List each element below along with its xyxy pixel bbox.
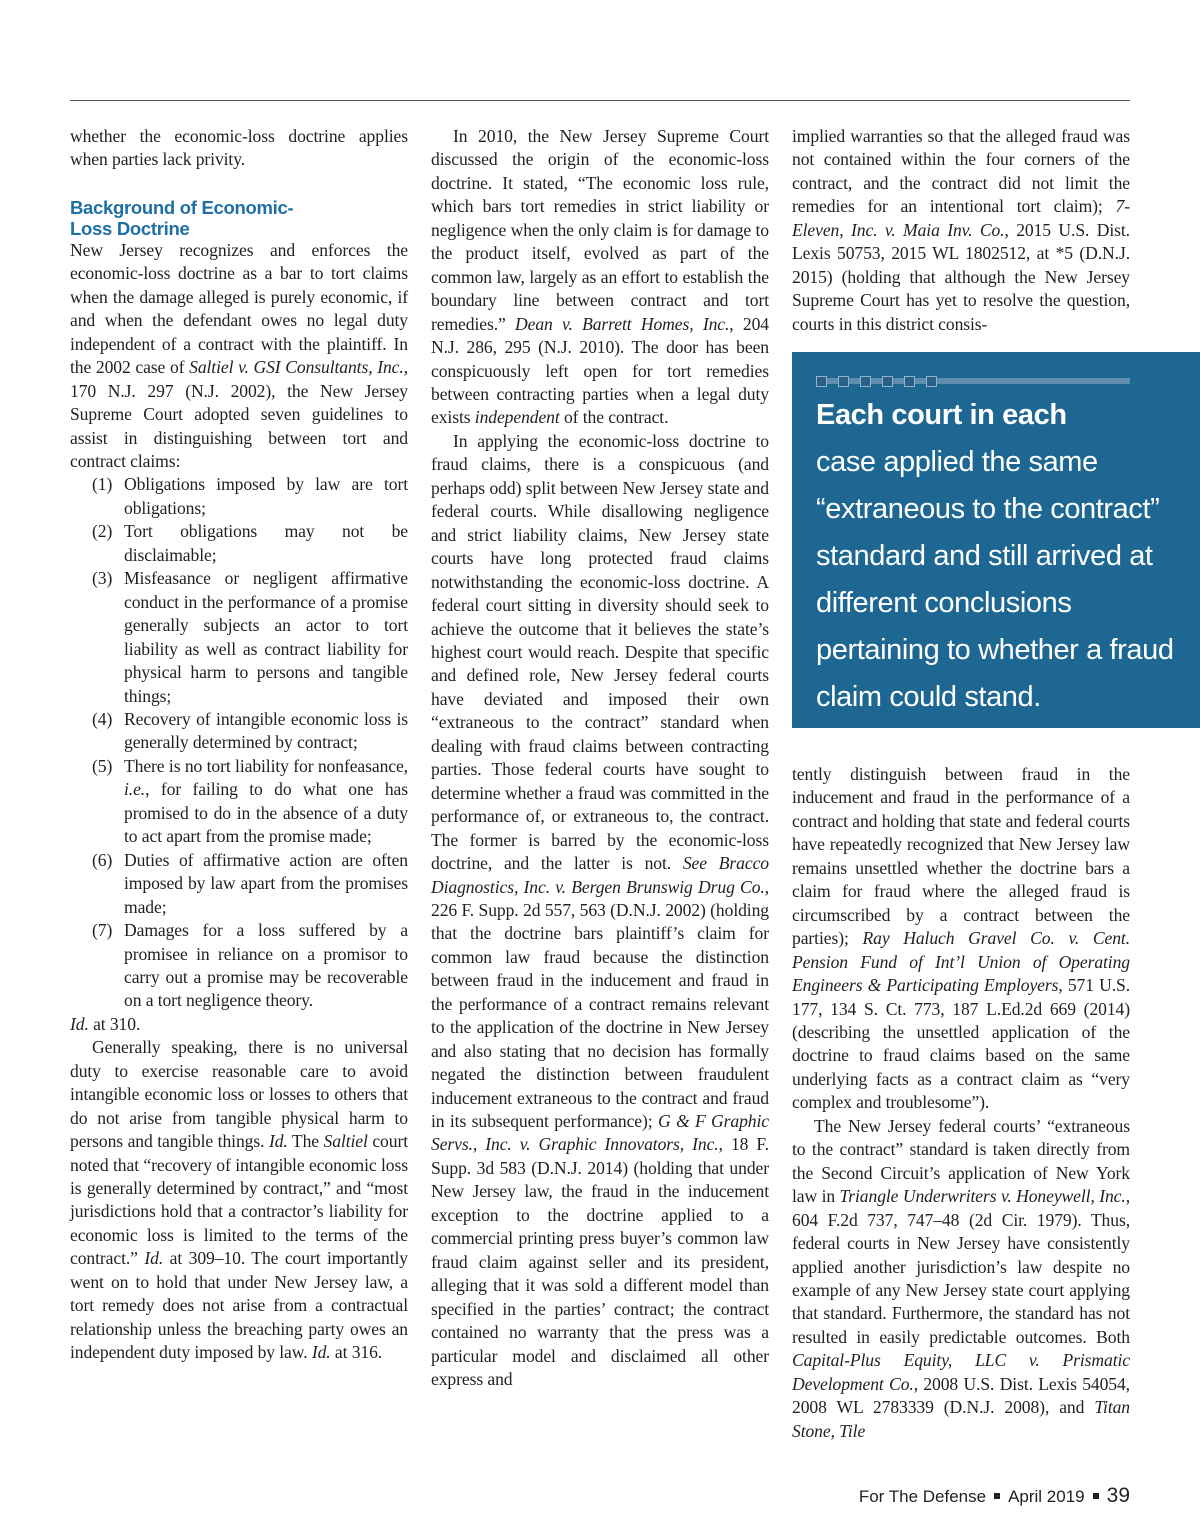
- decor-square: [838, 376, 849, 387]
- guideline-text: Tort obligations may not be disclaimable;: [124, 521, 408, 565]
- decor-square: [816, 376, 827, 387]
- guideline-number: (6): [92, 849, 113, 870]
- decor-square: [904, 376, 915, 387]
- origin-paragraph: In 2010, the New Jersey Supreme Court discussed the origin of the economic-loss doctrine. It stated, “The economic loss rule, which bars tort remedies in strict liability or negligence when the only claim is for damage to the product itself, evolved as part of the common law, largely as an effort to establish the boundary line between contract and tort remedies.” Dean v. Barrett Homes, Inc., 204 N.J. 286, 295 (N.J. 2010). The door has been conspicuously left open for tort remedies between contracting parties when a legal duty exists independent of the contract.: [431, 126, 769, 428]
- guideline-item: [70, 849, 408, 919]
- guideline-number: (7): [92, 920, 113, 941]
- unsettled-paragraph: tently distinguish between fraud in the inducement and fraud in the performance of a contract and holding that state and federal courts have repeatedly recognized that New Jersey law remains unsettled whether the doctrine bars a claim for fraud where the alleged fraud is circumscribed by a contract between the parties); Ray Haluch Gravel Co. v. Cent. Pension Fund of Int’l Union of Operating Engineers & Participating Employers, 571 U.S. 177, 134 S. Ct. 773, 187 L.Ed.2d 669 (2014) (describing the unsettled application of the doctrine to fraud claims based on the same underlying facts as a contract claim as “very complex and troublesome”).: [792, 764, 1131, 1113]
- fraud-split-paragraph: In applying the economic-loss doctrine to fraud claims, there is a conspicuous (and perhaps odd) split between New Jersey state and federal courts. While disallowing negligence and strict liability claims, New Jersey state courts have long protected fraud claims notwithstanding the economic-loss doctrine. A federal court sitting in diversity should seek to achieve the outcome that it believes the state’s highest court would reach. Despite that specific and defined role, New Jersey federal courts have deviated and imposed their own “extraneous to the contract” standard when dealing with fraud claims between contracting parties. Those federal courts have sought to determine whether a fraud was committed in the performance of, or extraneous to, the contract. The former is barred by the economic-loss doctrine, and the latter is not. See Bracco Diagnostics, Inc. v. Bergen Brunswig Drug Co., 226 F. Supp. 2d 557, 563 (D.N.J. 2002) (holding that the doctrine bars plaintiff’s claim for common law fraud because the distinction between fraud in the inducement and fraud in the performance of a contract remains relevant to the application of the doctrine in New Jersey and also stating that no decision has formally negated the distinction between fraudulent inducement extraneous to the contract and fraud in its subsequent performance); G & F Graphic Servs., Inc. v. Graphic Innovators, Inc., 18 F. Supp. 3d 583 (D.N.J. 2014) (holding that under New Jersey law, the fraud in the inducement exception to the doctrine applied to a commercial printing press buyer’s common law fraud claim against seller and its president, alleging that it was sold a different model than specified in the parties’ contract; the contract contained no warranty that the press was a particular model and disclaimed all other express and: [431, 430, 769, 1390]
- guideline-text: Recovery of intangible economic loss is generally determined by contract;: [124, 708, 408, 753]
- duty-paragraph: Generally speaking, there is no universal duty to exercise reasonable care to avoid intangible economic loss or losses to others that do not arise from tangible physical harm to persons and tangible things. Id. The Saltiel court noted that “recovery of intangible economic loss is generally determined by contract,” and “most jurisdictions hold that a contractor’s liability for economic loss is limited to the terms of the contract.” Id. at 309–10. The court importantly went on to hold that under New Jersey law, a tort remedy does not arise from a contractual relationship unless the breaching party owes an independent duty imposed by law. Id. at 316.: [70, 1037, 408, 1363]
- column-3-top: [792, 125, 1130, 336]
- guideline-number: (2): [92, 521, 113, 542]
- page-footer: [859, 1484, 1130, 1508]
- guideline-text: Duties of affirmative action are often imposed by law apart from the promises made;: [124, 849, 408, 917]
- citation: Id. at 310.: [70, 1013, 141, 1034]
- decor-square: [882, 376, 893, 387]
- guideline-text: Misfeasance or negligent affirmative conduct in the performance of a promise generally subjects an actor to tort liability as well as contract liability for physical harm to persons and tangible things;: [124, 568, 408, 706]
- pull-quote-lead: Each court in each: [816, 399, 1067, 431]
- issue-date: April 2019: [1008, 1487, 1085, 1506]
- separator-dot: [1093, 1493, 1099, 1499]
- guideline-text: Damages for a loss suffered by a promisee in reliance on a promisor to carry out a promise may be recoverable on a tort negligence theory.: [124, 920, 408, 1011]
- standard-paragraph: The New Jersey federal courts’ “extraneous to the contract” standard is taken directly from the Second Circuit’s application of New York law in Triangle Underwriters v. Honeywell, Inc., 604 F.2d 737, 747–48 (2d Cir. 1979). Thus, federal courts in New Jersey have consistently applied another jurisdiction’s law despite no example of any New Jersey state court applying that standard. Furthermore, the standard has not resulted in easily predictable outcomes. Both Capital-Plus Equity, LLC v. Prismatic Development Co., 2008 U.S. Dist. Lexis 54054, 2008 WL 2783339 (D.N.J. 2008), and Titan Stone, Tile: [792, 1115, 1131, 1441]
- warranties-paragraph: implied warranties so that the alleged fraud was not contained within the four corners of the contract, and the contract did not limit the remedies for an intentional tort claim); 7-Eleven, Inc. v. Maia Inv. Co., 2015 U.S. Dist. Lexis 50753, 2015 WL 1802512, at *5 (D.N.J. 2015) (holding that although the New Jersey Supreme Court has yet to resolve the question, courts in this district consis-: [792, 126, 1130, 334]
- guideline-item: [70, 473, 408, 520]
- column-1: [70, 125, 408, 1365]
- guideline-number: (3): [92, 568, 113, 589]
- separator-dot: [994, 1493, 1000, 1499]
- guideline-text: Obligations imposed by law are tort obligations;: [124, 474, 408, 518]
- background-paragraph: New Jersey recognizes and enforces the economic-loss doctrine as a bar to tort claims when the damage alleged is purely economic, if and when the defendant owes no legal duty independent of a contract with the plaintiff. In the 2002 case of Saltiel v. GSI Consultants, Inc., 170 N.J. 297 (N.J. 2002), the New Jersey Supreme Court adopted seven guidelines to assist in distinguishing between tort and contract claims:: [70, 239, 408, 471]
- guideline-number: (4): [92, 708, 113, 729]
- page-number: 39: [1106, 1484, 1130, 1507]
- guideline-item: [70, 708, 408, 755]
- pull-quote-rest: case applied the same “extraneous to the contract” standard and still arrived at different conclusions pertaining to whether a fraud claim could stand.: [816, 446, 1174, 713]
- column-3-bottom: [792, 763, 1130, 1443]
- guideline-number: (5): [92, 755, 113, 776]
- column-2: [431, 125, 769, 1391]
- guideline-item: [70, 755, 408, 849]
- guideline-item: [70, 919, 408, 1013]
- guideline-number: (1): [92, 474, 113, 495]
- pull-quote-text: [816, 392, 1186, 721]
- section-heading: Background of Economic-Loss Doctrine: [70, 196, 294, 239]
- decor-square: [860, 376, 871, 387]
- publication-name: For The Defense: [858, 1487, 987, 1506]
- guideline-item: [70, 567, 408, 708]
- guideline-item: [70, 520, 408, 567]
- guidelines-list: [70, 473, 408, 1012]
- guideline-text: There is no tort liability for nonfeasance, i.e., for failing to do what one has promised to do in the absence of a duty to act apart from the promise made;: [124, 755, 408, 847]
- decor-square: [926, 376, 937, 387]
- intro-paragraph: whether the economic-loss doctrine applies when parties lack privity.: [70, 126, 408, 170]
- top-rule: [70, 100, 1130, 101]
- pull-quote-box: [792, 352, 1200, 728]
